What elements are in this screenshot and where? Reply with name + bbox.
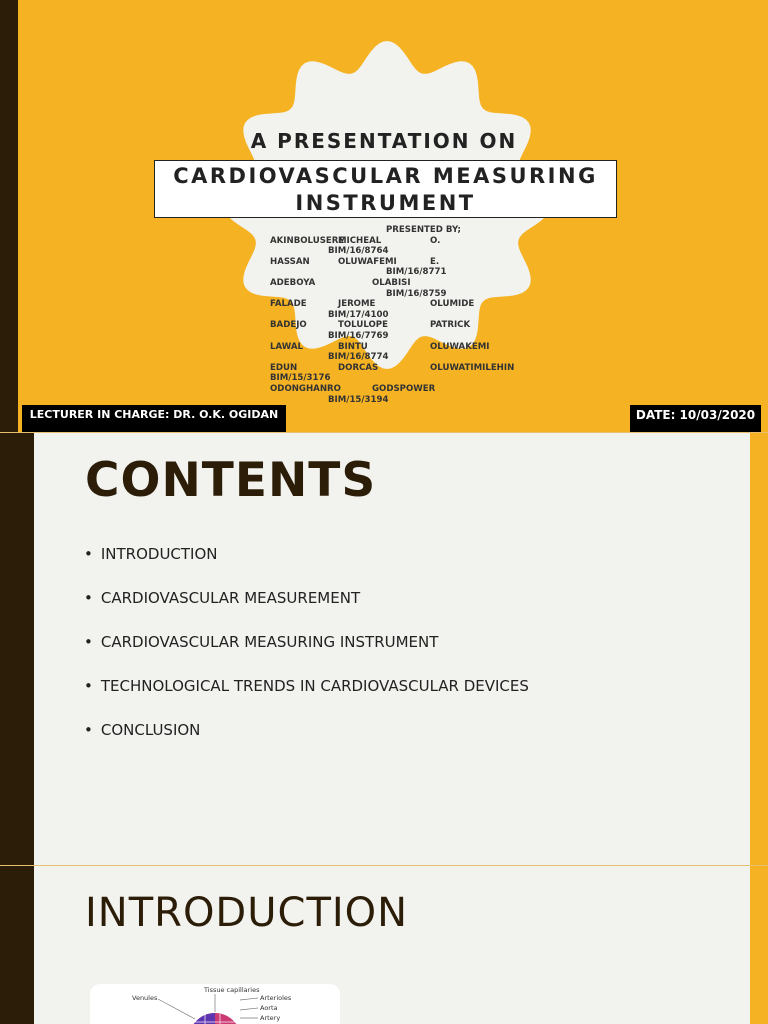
diagram-label: Artery — [260, 1014, 281, 1022]
presenter-name-row — [270, 299, 490, 310]
presenter-name-row — [270, 342, 490, 353]
presenter-id: BIM/15/3176 — [270, 373, 331, 384]
diagram-label: Venules — [132, 994, 158, 1002]
contents-item: • CARDIOVASCULAR MEASURING INSTRUMENT — [84, 633, 529, 677]
contents-item: • CONCLUSION — [84, 721, 529, 765]
right-accent-strip — [750, 866, 768, 1024]
presenter-id: BIM/15/3194 — [328, 394, 389, 405]
presenter-surname: ODONGHANRO — [270, 383, 341, 394]
contents-slide — [0, 433, 768, 865]
presenters-block — [270, 225, 515, 405]
presenter-id: BIM/16/8764 — [328, 246, 389, 257]
presenter-middle: O. — [430, 235, 441, 246]
presenter-surname: ADEBOYA — [270, 277, 316, 288]
presenter-name-row — [270, 278, 490, 289]
lecturer-in-charge: LECTURER IN CHARGE: DR. O.K. OGIDAN — [22, 405, 286, 433]
presenter-surname: LAWAL — [270, 341, 303, 352]
presenter-first: MICHEAL — [338, 235, 382, 246]
presenter-first: BINTU — [338, 341, 368, 352]
contents-heading: CONTENTS — [85, 453, 377, 508]
presenter-middle: OLUMIDE — [430, 299, 475, 310]
presenter-middle: OLUWAKEMI — [430, 341, 490, 352]
contents-item: • TECHNOLOGICAL TRENDS IN CARDIOVASCULAR DEVICES — [84, 677, 529, 721]
presenter-id: BIM/16/7769 — [328, 330, 389, 341]
presentation-date: DATE: 10/03/2020 — [630, 405, 761, 433]
introduction-heading: INTRODUCTION — [85, 890, 409, 936]
presenter-id: BIM/16/8759 — [386, 288, 447, 299]
contents-item: • INTRODUCTION — [84, 545, 529, 589]
presenter-id: BIM/16/8774 — [328, 352, 389, 363]
presentation-title: CARDIOVASCULAR MEASURING INSTRUMENT — [154, 160, 617, 218]
presenter-first: OLUWAFEMI — [338, 256, 397, 267]
circulation-diagram-graphic — [90, 984, 340, 1024]
presenter-name-row — [270, 320, 490, 331]
right-accent-strip — [750, 433, 768, 865]
left-accent-bar — [0, 0, 18, 433]
presenter-name-row — [270, 384, 490, 395]
wavy-left-border — [0, 866, 60, 1024]
presenter-first: JEROME — [338, 299, 376, 310]
introduction-slide — [0, 866, 768, 1024]
title-slide — [0, 0, 768, 433]
presenter-name-row — [270, 236, 490, 247]
presenter-name-row — [270, 362, 515, 374]
presenter-first: OLABISI — [372, 277, 411, 288]
presented-by-label: PRESENTED BY; — [386, 225, 461, 235]
contents-list — [84, 545, 529, 765]
presenter-surname: HASSAN — [270, 256, 310, 267]
presenter-middle: OLUWATIMILEHIN — [430, 362, 515, 373]
presenter-surname: FALADE — [270, 299, 307, 310]
diagram-label: Tissue capillaries — [204, 986, 260, 994]
presenter-first: GODSPOWER — [372, 383, 436, 394]
circulation-diagram — [90, 984, 340, 1024]
presenter-first: DORCAS — [338, 362, 379, 373]
presentation-kicker: A PRESENTATION ON — [250, 129, 518, 153]
diagram-label: Arterioles — [260, 994, 292, 1002]
contents-item: • CARDIOVASCULAR MEASUREMENT — [84, 589, 529, 633]
presenter-id: BIM/16/8771 — [386, 267, 447, 278]
presenter-id: BIM/17/4100 — [328, 309, 389, 320]
presenter-surname: BADEJO — [270, 320, 307, 331]
presenter-surname: EDUN — [270, 362, 298, 373]
presenter-first: TOLULOPE — [338, 320, 388, 331]
presenter-surname: AKINBOLUSERE — [270, 235, 345, 246]
presenter-middle: PATRICK — [430, 320, 471, 331]
diagram-label: Aorta — [260, 1004, 278, 1012]
presenter-middle: E. — [430, 256, 440, 267]
presenter-name-row — [270, 257, 490, 268]
